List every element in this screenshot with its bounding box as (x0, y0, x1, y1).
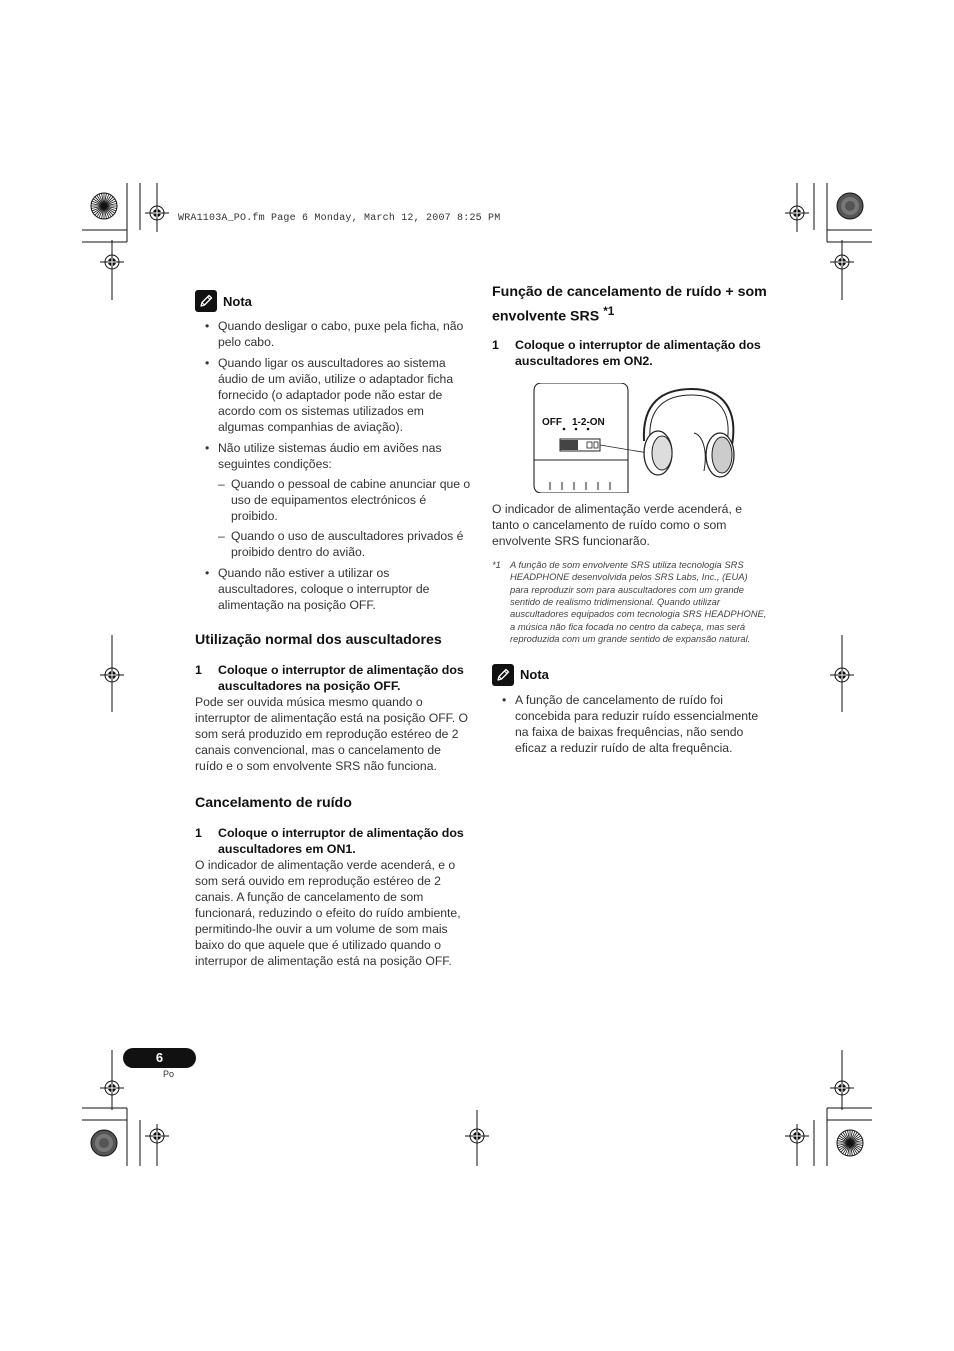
note-title: Nota (520, 667, 549, 683)
section-heading: Cancelamento de ruído (195, 795, 352, 811)
step-number: 1 (492, 337, 499, 352)
language-code: Po (163, 1069, 175, 1079)
step-instruction (195, 662, 471, 694)
note-subitem: – Quando o uso de auscultadores privados é proibido dentro do avião. (218, 528, 471, 560)
body-paragraph: Pode ser ouvida música mesmo quando o interruptor de alimentação está na posição OFF. O som será produzido em reprodução estéreo de 2 canais convencional, mas o cancelamento de ruído e o som envolvente SRS não funciona. (195, 695, 469, 773)
switch-label-off: OFF (542, 416, 562, 428)
note-item (195, 440, 471, 560)
step-instruction (195, 825, 471, 857)
switch-label-positions: 1-2-ON (572, 416, 605, 428)
section-heading (492, 283, 768, 327)
note-header (195, 290, 471, 312)
right-column (492, 283, 768, 761)
note-item: • Quando ligar os auscultadores ao sistema áudio de um avião, utilize o adaptador ficha fornecido (o adaptador pode não estar de acordo com os sistemas utilizados em algumas companhias de aviação). (195, 355, 471, 435)
step-number: 1 (195, 826, 202, 840)
body-paragraph: O indicador de alimentação verde acenderá, e o som será ouvido em reprodução estéreo de 2 canais. A função de cancelamento de som funcionará, reduzindo o efeito do ruído ambiente, permitindo-lhe ouvir a um volume de som mais baixo do que aquele que é utilizado quando o interrupor de alimentação está na posição OFF. (195, 858, 461, 968)
page-number-badge: 6 (123, 1048, 196, 1068)
note-list (492, 692, 768, 756)
note-subitem: – Quando o pessoal de cabine anunciar que o uso de equipamentos electrónicos é proibido. (218, 476, 471, 524)
footnote-mark: *1 (492, 558, 501, 570)
footnote (492, 559, 768, 646)
section-heading-text: Função de cancelamento de ruído + som envolvente SRS (492, 284, 767, 325)
step-text: Coloque o interruptor de alimentação dos auscultadores na posição OFF. (218, 663, 464, 693)
note-item: • Quando desligar o cabo, puxe pela ficha, não pelo cabo. (195, 318, 471, 350)
step-instruction (492, 337, 768, 369)
left-column (195, 290, 471, 969)
note-header (492, 664, 768, 686)
note-item: • A função de cancelamento de ruído foi concebida para reduzir ruído essencialmente na faixa de baixas frequências, não sendo eficaz a reduzir ruído de alta frequência. (492, 692, 768, 756)
body-paragraph: O indicador de alimentação verde acenderá, e tanto o cancelamento de ruído como o som envolvente SRS funcionarão. (492, 501, 742, 548)
note-title: Nota (223, 293, 252, 309)
step-text: Coloque o interruptor de alimentação dos auscultadores em ON1. (218, 826, 464, 856)
section-heading: Utilização normal dos auscultadores (195, 632, 442, 648)
pencil-icon (492, 664, 514, 686)
step-number: 1 (195, 663, 202, 677)
pencil-icon (195, 290, 217, 312)
headphone-switch-illustration (532, 383, 752, 493)
print-header-line: WRA1103A_PO.fm Page 6 Monday, March 12, 2007 8:25 PM (178, 213, 501, 224)
note-list (195, 318, 471, 613)
footnote-reference: *1 (603, 304, 615, 318)
note-item-text: Não utilize sistemas áudio em aviões nas seguintes condições: (218, 441, 442, 471)
step-text: Coloque o interruptor de alimentação dos auscultadores em ON2. (515, 337, 761, 368)
footnote-text: A função de som envolvente SRS utiliza tecnologia SRS HEADPHONE desenvolvida pelos SRS Labs, Inc., (EUA) para reproduzir som para auscultadores com um grande sentido de realismo tridimensional. Quando utilizar auscultadores equipados com tecnologia SRS HEADPHONE, a música não fica focada no centro da cabeça, mas será reproduzida com um grande sentido de expansão natural. (510, 558, 767, 645)
note-sublist (218, 476, 471, 560)
note-item: • Quando não estiver a utilizar os auscultadores, coloque o interruptor de alimentação na posição OFF. (195, 565, 471, 613)
